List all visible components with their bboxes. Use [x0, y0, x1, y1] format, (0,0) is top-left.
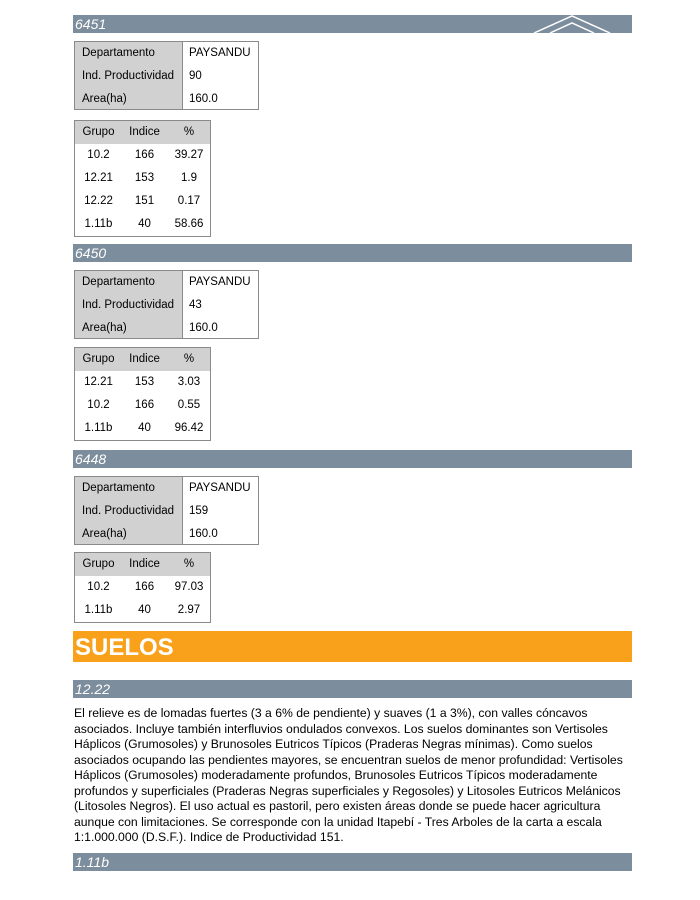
table-row: 10.2 166 97.03	[87, 581, 204, 593]
soil-header-12-22	[73, 680, 632, 698]
section-id: 6448	[75, 451, 107, 467]
table-row: 10.2 166 0.55	[87, 399, 201, 411]
section-header-6450	[73, 244, 632, 262]
group-table-header: Grupo Indice %	[75, 348, 210, 371]
table-row: 12.21 153 3.03	[84, 376, 201, 388]
table-row: 1.11b 40 96.42	[84, 422, 204, 434]
group-table	[74, 552, 211, 623]
info-table	[74, 476, 259, 545]
chevron-decoration-icon	[532, 15, 612, 33]
group-table-header: Grupo Indice %	[75, 121, 210, 144]
table-row: 10.2 166 39.27	[87, 149, 204, 161]
table-row: 1.11b 40 58.66	[84, 218, 204, 230]
info-row: Area(ha) 160.0	[82, 528, 218, 540]
info-row: Departamento PAYSANDU	[82, 47, 251, 59]
section-id: 6451	[75, 16, 107, 32]
table-row: 1.11b 40 2.97	[84, 604, 201, 616]
soil-header-1-11b	[73, 853, 632, 871]
info-row: Ind. Productividad 90	[82, 70, 202, 82]
info-row: Ind. Productividad 43	[82, 299, 202, 311]
group-table	[74, 347, 211, 441]
info-row: Area(ha) 160.0	[82, 93, 218, 105]
section-header-6451	[73, 15, 632, 33]
group-table	[74, 120, 211, 237]
group-table-header: Grupo Indice %	[75, 553, 210, 576]
info-row: Departamento PAYSANDU	[82, 276, 251, 288]
section-header-6448	[73, 450, 632, 468]
info-row: Area(ha) 160.0	[82, 322, 218, 334]
info-table	[74, 41, 259, 110]
info-row: Ind. Productividad 159	[82, 505, 209, 517]
soil-description: El relieve es de lomadas fuertes (3 a 6% de pendiente) y suaves (1 a 3%), con valles cóncavos asociados. Incluye también interfluvios ondulados convexos. Los suelos dominantes son Vertisoles Háplicos (Grumosoles) y Brunosoles Eutricos Típicos (Praderas Negras mínimas). Como suelos asociados ocupando las pendientes mayores, se encuentran suelos de menor profundidad: Vertisoles Háplicos (Grumosoles) moderadamente profundos, Brunosoles Eutricos Típicos moderadamente profundos y superficiales (Praderas Negras superficiales y Regosoles) y Litosoles Eutricos Melánicos (Litosoles Negros). El uso actual es pastoril, pero existen áreas donde se puede hacer agricultura aunque con limitaciones. Se corresponde con la unidad Itapebí - Tres Arboles de la carta a escala 1:1.000.000 (D.S.F.). Indice de Productividad 151.	[74, 706, 623, 844]
table-row: 12.22 151 0.17	[84, 195, 201, 207]
suelos-heading: SUELOS	[73, 631, 632, 662]
table-row: 12.21 153 1.9	[84, 172, 197, 184]
section-id: 6450	[75, 245, 107, 261]
soil-id: 1.11b	[75, 854, 109, 870]
soil-id: 12.22	[75, 681, 111, 697]
info-row: Departamento PAYSANDU	[82, 482, 251, 494]
info-table	[74, 270, 259, 339]
